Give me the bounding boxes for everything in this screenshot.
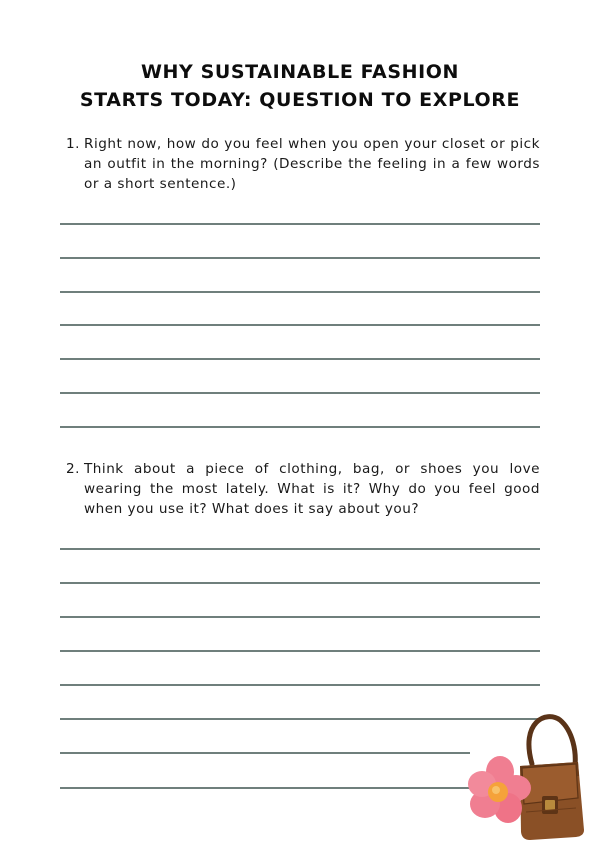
answer-line-2-8[interactable] [60,787,470,789]
answer-line-1-3[interactable] [60,291,540,293]
question-number: 2. [66,461,80,477]
answer-line-2-4[interactable] [60,650,540,652]
answer-line-1-4[interactable] [60,324,540,326]
question-text: Think about a piece of clothing, bag, or shoes you love wearing the most lately. What is it? Why do you feel good when you use it? What does it say about you? [84,461,540,517]
question-1 [66,134,540,194]
question-number: 1. [66,136,80,152]
answer-line-2-1[interactable] [60,548,540,550]
answer-line-2-2[interactable] [60,582,540,584]
answer-line-1-7[interactable] [60,426,540,428]
question-text: Right now, how do you feel when you open your closet or pick an outfit in the morning? (Describe the feeling in a few words or a short sentence.) [84,136,540,192]
answer-line-1-1[interactable] [60,223,540,225]
answer-line-2-3[interactable] [60,616,540,618]
title-line-2: STARTS TODAY: QUESTION TO EXPLORE [79,89,521,111]
answer-line-2-7[interactable] [60,752,470,754]
answer-line-1-6[interactable] [60,392,540,394]
answer-line-1-5[interactable] [60,358,540,360]
question-2 [66,459,540,519]
title-line-1: WHY SUSTAINABLE FASHION [140,61,460,83]
answer-line-2-5[interactable] [60,684,540,686]
page-title [0,58,600,114]
answer-line-1-2[interactable] [60,257,540,259]
decoration-illustration [460,712,590,842]
handbag-icon [520,717,584,840]
